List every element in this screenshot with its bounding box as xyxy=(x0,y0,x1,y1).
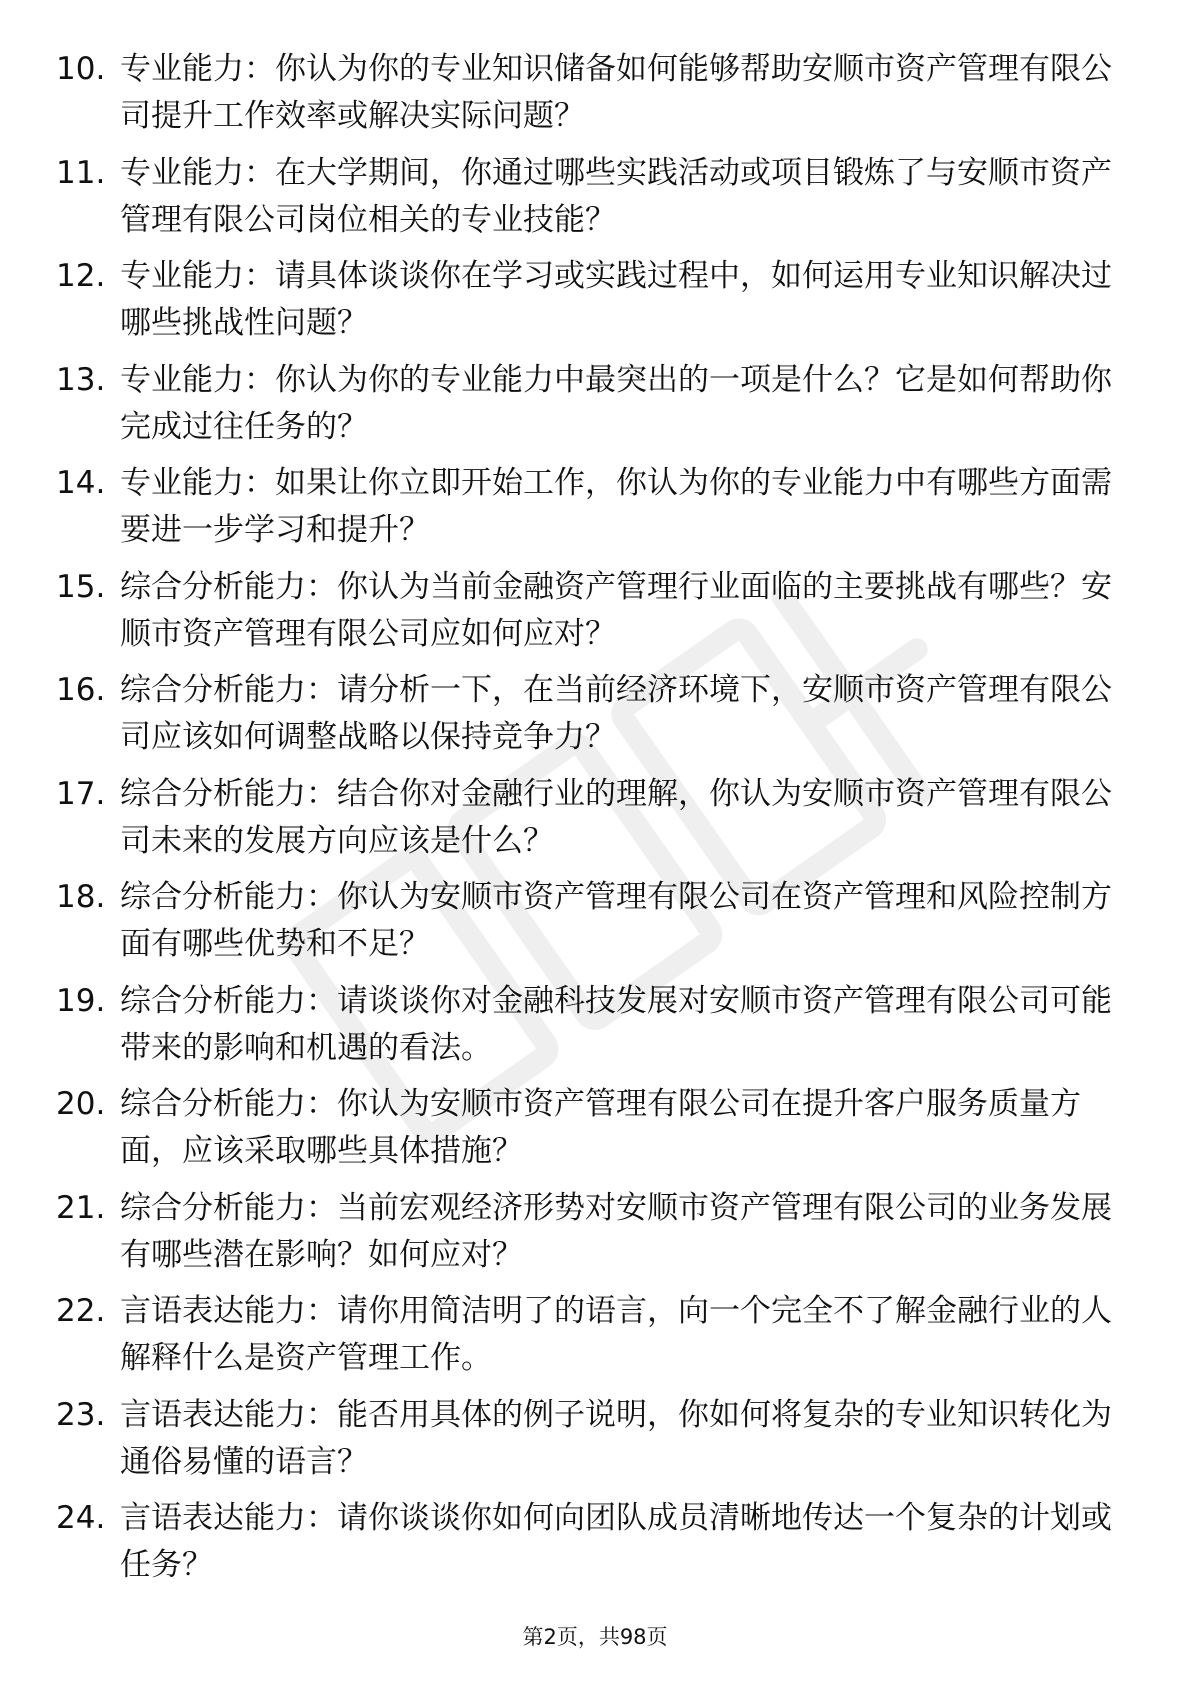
question-number: 18. xyxy=(56,879,106,915)
question-number: 21. xyxy=(56,1189,106,1226)
question-item xyxy=(56,253,1116,347)
question-item xyxy=(56,1288,1116,1382)
question-number: 12. xyxy=(56,258,106,294)
question-number: 11. xyxy=(56,154,106,191)
question-number: 23. xyxy=(56,1396,106,1433)
question-number: 14. xyxy=(56,465,106,501)
question-number: 24. xyxy=(56,1500,106,1536)
question-item xyxy=(56,46,1116,140)
question-item xyxy=(56,978,1116,1072)
question-text: 综合分析能力：结合你对金融行业的理解，你认为安顺市资产管理有限公司未来的发展方向应该是什么？ xyxy=(120,775,1112,859)
question-text: 专业能力：在大学期间，你通过哪些实践活动或项目锻炼了与安顺市资产管理有限公司岗位相关的专业技能？ xyxy=(120,154,1112,238)
question-number: 16. xyxy=(56,672,106,708)
question-number: 15. xyxy=(56,568,106,605)
question-item xyxy=(56,667,1116,761)
question-item xyxy=(56,357,1116,451)
question-item xyxy=(56,1392,1116,1486)
question-item xyxy=(56,1081,1116,1175)
question-number: 22. xyxy=(56,1293,106,1329)
page-footer: 第2页，共98页 xyxy=(522,1625,668,1649)
question-item xyxy=(56,771,1116,865)
question-number: 19. xyxy=(56,982,106,1019)
question-text: 综合分析能力：你认为安顺市资产管理有限公司在提升客户服务质量方面，应该采取哪些具体措施？ xyxy=(120,1086,1081,1169)
question-text: 综合分析能力：当前宏观经济形势对安顺市资产管理有限公司的业务发展有哪些潜在影响？如何应对？ xyxy=(120,1189,1112,1273)
question-item xyxy=(56,150,1116,244)
question-number: 13. xyxy=(56,361,106,398)
question-text: 言语表达能力：请你用简洁明了的语言，向一个完全不了解金融行业的人解释什么是资产管理工作。 xyxy=(120,1293,1112,1376)
question-text: 专业能力：你认为你的专业知识储备如何能够帮助安顺市资产管理有限公司提升工作效率或解决实际问题？ xyxy=(120,51,1112,134)
question-item xyxy=(56,1185,1116,1279)
question-item xyxy=(56,460,1116,554)
question-number: 20. xyxy=(56,1086,106,1122)
question-item xyxy=(56,1495,1116,1589)
question-text: 综合分析能力：请分析一下，在当前经济环境下，安顺市资产管理有限公司应该如何调整战略以保持竞争力？ xyxy=(120,672,1112,755)
question-text: 专业能力：你认为你的专业能力中最突出的一项是什么？它是如何帮助你完成过往任务的？ xyxy=(120,361,1112,445)
question-text: 言语表达能力：请你谈谈你如何向团队成员清晰地传达一个复杂的计划或任务？ xyxy=(120,1500,1112,1583)
question-text: 综合分析能力：请谈谈你对金融科技发展对安顺市资产管理有限公司可能带来的影响和机遇的看法。 xyxy=(120,982,1112,1066)
question-item xyxy=(56,874,1116,968)
question-list xyxy=(56,46,1116,1599)
question-text: 专业能力：如果让你立即开始工作，你认为你的专业能力中有哪些方面需要进一步学习和提升？ xyxy=(120,465,1112,548)
question-text: 言语表达能力：能否用具体的例子说明，你如何将复杂的专业知识转化为通俗易懂的语言？ xyxy=(120,1396,1112,1480)
question-number: 10. xyxy=(56,51,106,87)
question-number: 17. xyxy=(56,775,106,812)
question-text: 专业能力：请具体谈谈你在学习或实践过程中，如何运用专业知识解决过哪些挑战性问题？ xyxy=(120,258,1112,341)
question-text: 综合分析能力：你认为当前金融资产管理行业面临的主要挑战有哪些？安顺市资产管理有限公司应如何应对？ xyxy=(120,568,1112,652)
question-text: 综合分析能力：你认为安顺市资产管理有限公司在资产管理和风险控制方面有哪些优势和不足？ xyxy=(120,879,1112,962)
question-item xyxy=(56,564,1116,658)
